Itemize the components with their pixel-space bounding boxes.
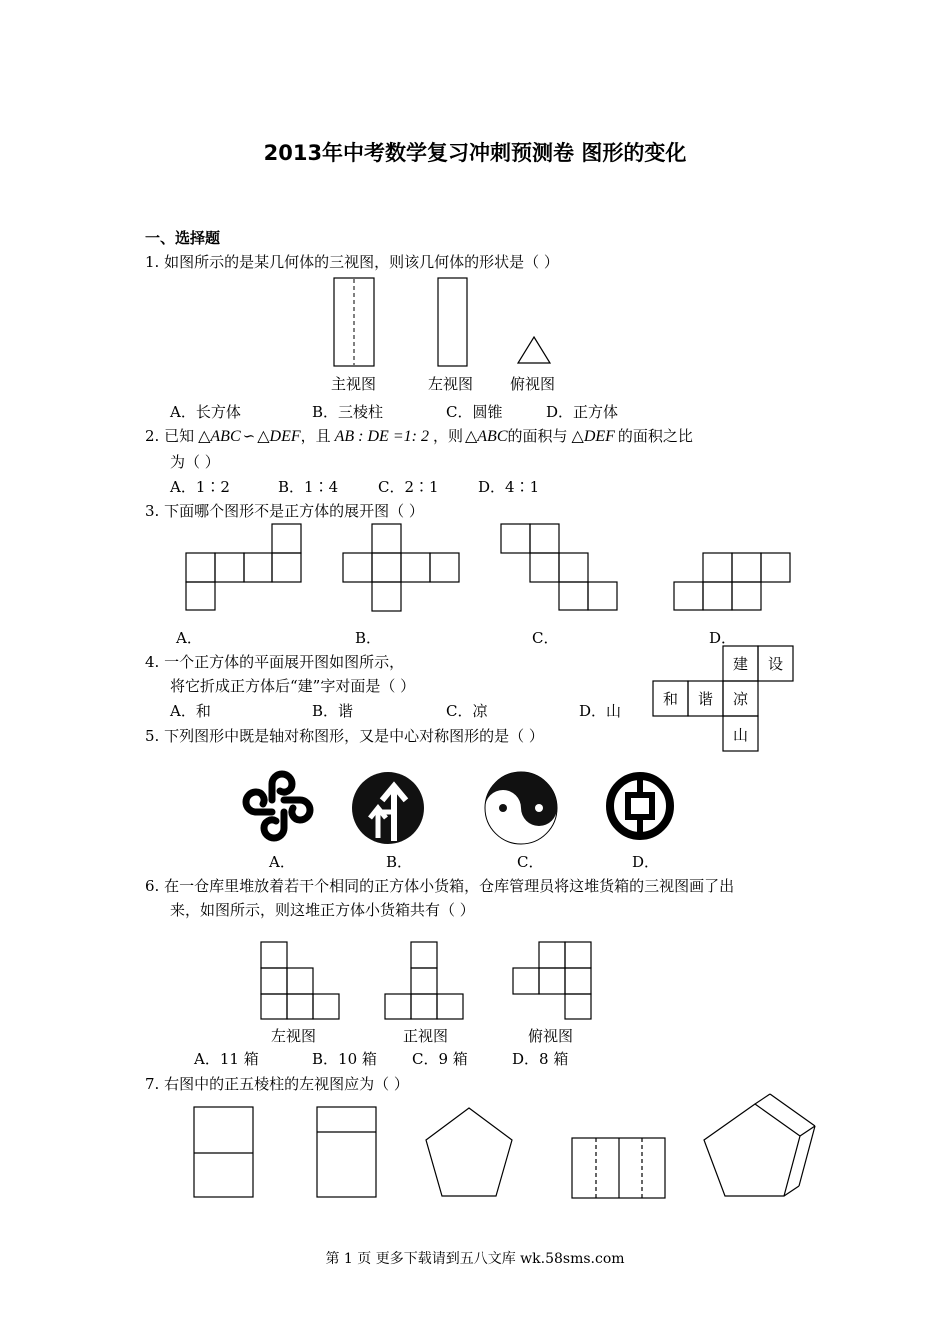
q2-triangle-abc-2: △ABC <box>464 428 508 445</box>
page-footer: 第 1 页 更多下载请到五八文库 wk.58sms.com <box>325 1251 625 1267</box>
q1-option-b: B．三棱柱 <box>312 403 384 421</box>
q7-option-1-rectangle-split <box>194 1107 253 1197</box>
q6-caption-top: 俯视图 <box>528 1027 574 1045</box>
q5-stem: 5. 下列图形中既是轴对称图形，又是中心对称图形的是（ ） <box>145 727 544 745</box>
q5-label-a: A． <box>269 853 295 871</box>
q2-option-c: C．2∶1 <box>378 478 439 496</box>
q3-label-d: D． <box>709 629 737 647</box>
q2-ratio: AB : DE =1: 2 <box>334 428 429 445</box>
q4-option-c: C．凉 <box>446 702 488 720</box>
q4-option-b: B．谐 <box>312 702 354 720</box>
q4-net-cell-liang: 凉 <box>732 690 748 708</box>
q6-option-a: A．11 箱 <box>194 1050 259 1068</box>
q4-stem-line1: 4. 一个正方体的平面展开图如图所示， <box>145 653 405 671</box>
section-heading: 一、选择题 <box>145 229 221 247</box>
q2-triangle-abc: △ABC <box>198 428 241 445</box>
q1-option-c: C．圆锥 <box>446 403 503 421</box>
q1-stem: 1. 如图所示的是某几何体的三视图，则该几何体的形状是（ ） <box>145 253 559 271</box>
page-title: 2013年中考数学复习冲刺预测卷 图形的变化 <box>263 141 687 165</box>
q5-label-c: C． <box>517 853 544 871</box>
q4-net-cell-jian: 建 <box>732 655 748 673</box>
q6-option-d: D．8 箱 <box>512 1050 569 1068</box>
q1-caption-top: 俯视图 <box>510 375 556 393</box>
q2-text-3: ，则 <box>432 427 463 445</box>
q2-text-2: ，且 <box>300 427 331 445</box>
q7-option-3-pentagon <box>426 1108 512 1196</box>
q4-option-a: A．和 <box>170 702 211 720</box>
q2-option-b: B．1∶4 <box>278 478 339 496</box>
q4-option-d: D．山 <box>579 702 622 720</box>
q2-text-1: 2. 已知 <box>145 427 195 445</box>
q3-label-c: C． <box>532 629 559 647</box>
q5-label-b: B． <box>386 853 413 871</box>
q5-label-d: D． <box>632 853 660 871</box>
q2-text-4: 的面积与 <box>507 427 568 445</box>
q3-label-a: A． <box>176 629 202 647</box>
q2-stem-line2: 为（ ） <box>170 453 220 471</box>
q2-option-a: A．1∶2 <box>170 478 230 496</box>
q4-net-cell-she: 设 <box>767 655 783 673</box>
q7-stem: 7. 右图中的正五棱柱的左视图应为（ ） <box>145 1075 409 1093</box>
q4-net-cell-he: 和 <box>662 690 678 708</box>
q6-stem-line1: 6. 在一仓库里堆放着若干个相同的正方体小货箱，仓库管理员将这堆货箱的三视图画了出 <box>145 877 735 895</box>
q4-net-cell-xie: 谐 <box>697 690 713 708</box>
q4-net-cell-shan: 山 <box>732 726 748 744</box>
q6-option-b: B．10 箱 <box>312 1050 377 1068</box>
q3-stem: 3. 下面哪个图形不是正方体的展开图（ ） <box>145 502 424 520</box>
q7-pentagonal-prism <box>704 1094 815 1196</box>
q2-triangle-def-2: △DEF <box>571 428 615 445</box>
q2-similar-sign: ∽ <box>242 427 256 445</box>
q1-caption-left: 左视图 <box>428 375 474 393</box>
q4-stem-line2: 将它折成正方体后“建”字对面是（ ） <box>170 677 416 695</box>
q6-stem-line2: 来，如图所示，则这堆正方体小货箱共有（ ） <box>170 901 475 919</box>
q1-option-d: D．正方体 <box>546 403 619 421</box>
q1-option-a: A．长方体 <box>170 403 241 421</box>
q6-option-c: C．9 箱 <box>412 1050 468 1068</box>
q3-label-b: B． <box>355 629 382 647</box>
q7-option-2-rectangle-top-band <box>317 1107 376 1197</box>
q1-caption-front: 主视图 <box>331 375 377 393</box>
q2-option-d: D．4∶1 <box>478 478 540 496</box>
q2-triangle-def: △DEF <box>257 428 301 445</box>
q6-caption-left: 左视图 <box>271 1027 317 1045</box>
q2-text-5: 的面积之比 <box>617 427 693 445</box>
q7-option-4-rectangle-dashed <box>572 1138 665 1198</box>
q6-caption-front: 正视图 <box>403 1027 449 1045</box>
